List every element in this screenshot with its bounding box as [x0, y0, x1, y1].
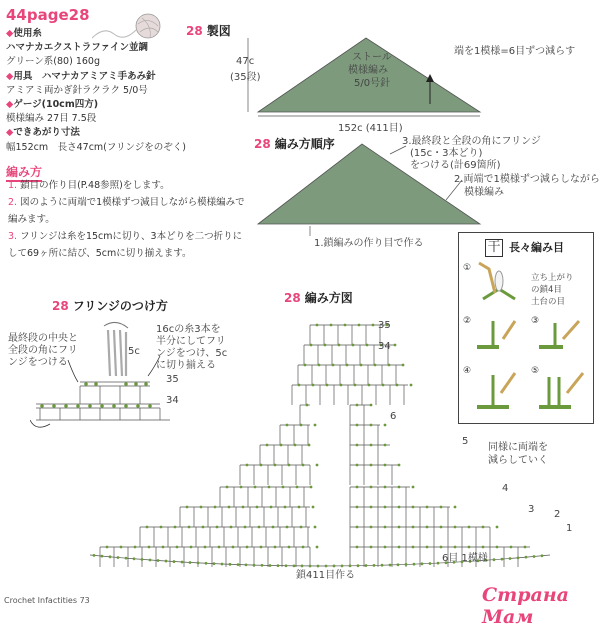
chart-chain-dot: [282, 486, 285, 489]
chart-chain-dot: [232, 546, 235, 549]
chart-chain-dot: [372, 324, 375, 327]
chart-chain-dot: [326, 384, 329, 387]
diagram2-note3b: (15c・3本どり): [410, 148, 483, 159]
chart-chain-dot: [197, 562, 200, 565]
chart-chain-dot: [117, 556, 120, 559]
chart-chain-dot: [162, 546, 165, 549]
chart-row-label-34: 34: [378, 341, 391, 352]
chart-chain-dot: [398, 464, 401, 467]
chart-chain-dot: [200, 506, 203, 509]
chart-chain-dot: [468, 546, 471, 549]
svg-text:⑤: ⑤: [531, 366, 540, 376]
chart-row-label-2: 2: [554, 509, 561, 520]
chart-chain-dot: [524, 546, 527, 549]
chart-chain-dot: [286, 526, 289, 529]
chart-chain-dot: [228, 506, 231, 509]
svg-text:②: ②: [463, 316, 472, 326]
chart-chain-dot: [533, 555, 536, 558]
chart-note-5a: 同様に両端を: [488, 442, 548, 453]
chart-chain-dot: [388, 364, 391, 367]
chart-chain-dot: [296, 486, 299, 489]
chart-chain-dot: [288, 464, 291, 467]
chart-chain-dot: [160, 526, 163, 529]
chart-chain-dot: [134, 546, 137, 549]
long-stitch-step-1: ①: [463, 263, 472, 273]
chart-repeat-label: 6目 1模様: [442, 553, 488, 564]
chart-chain-dot: [402, 364, 405, 367]
chart-chain-dot: [384, 486, 387, 489]
diagram1-title: 28 製図: [186, 24, 231, 38]
instruction-step: 2. 図のように両端で1模様ずつ減目しながら模様編みで編みます。: [8, 197, 245, 225]
chart-chain-dot: [358, 324, 361, 327]
long-stitch-symbol-icon: 干: [485, 239, 503, 257]
chart-chain-dot: [509, 557, 512, 560]
chart-chain-dot: [384, 444, 387, 447]
long-stitch-title: 長々編み目: [509, 241, 564, 254]
chart-chain-dot: [370, 526, 373, 529]
chart-chain-dot: [324, 344, 327, 347]
chart-chain-dot: [412, 506, 415, 509]
chart-chain-dot: [398, 486, 401, 489]
chart-chain-dot: [525, 556, 528, 559]
chart-chain-dot: [277, 564, 280, 567]
fringe-title: 28 フリンジのつけ方: [52, 299, 168, 313]
chart-chain-dot: [440, 526, 443, 529]
chart-chain-dot: [394, 344, 397, 347]
chart-chain-dot: [381, 564, 384, 567]
chart-chain-dot: [221, 563, 224, 566]
chart-chain-dot: [148, 546, 151, 549]
chart-chain-dot: [186, 506, 189, 509]
chart-chain-dot: [298, 506, 301, 509]
chart-chain-dot: [157, 559, 160, 562]
chart-chain-dot: [501, 558, 504, 561]
long-stitch-label-b: の鎖4目: [531, 285, 562, 295]
chart-chain-dot: [356, 506, 359, 509]
chart-chain-dot: [397, 563, 400, 566]
chart-chain-dot: [330, 324, 333, 327]
chart-chain-dot: [356, 486, 359, 489]
chart-chain-dot: [412, 526, 415, 529]
chart-chain-dot: [306, 404, 309, 407]
chart-chain-dot: [454, 526, 457, 529]
chart-chain-dot: [356, 526, 359, 529]
chart-chain-dot: [384, 526, 387, 529]
chart-chain-dot: [237, 563, 240, 566]
chart-chain-dot: [510, 546, 513, 549]
svg-text:③: ③: [531, 316, 540, 326]
chart-chain-dot: [496, 526, 499, 529]
chart-chain-dot: [356, 546, 359, 549]
site-watermark-logo: Страна Мам: [482, 584, 569, 628]
chart-row-label-5: 5: [462, 436, 469, 447]
materials-item: 幅152cm 長さ47cm(フリンジをのぞく): [6, 141, 186, 153]
chart-chain-dot: [373, 564, 376, 567]
chart-chain-dot: [202, 526, 205, 529]
chart-chain-dot: [298, 384, 301, 387]
chart-row-label-3: 3: [528, 504, 535, 515]
chart-chain-dot: [260, 464, 263, 467]
chart-chain-dot: [370, 444, 373, 447]
chart-chain-dot: [253, 564, 256, 567]
diagram1-hook-label: 5/0号針: [354, 78, 391, 89]
chart-chain-dot: [356, 444, 359, 447]
chart-chain-dot: [356, 424, 359, 427]
chart-chain-dot: [389, 564, 392, 567]
chart-chain-dot: [268, 486, 271, 489]
chart-chain-dot: [370, 506, 373, 509]
chart-chain-dot: [312, 506, 315, 509]
chart-chain-dot: [312, 384, 315, 387]
chart-chain-dot: [106, 546, 109, 549]
chart-chain-dot: [205, 562, 208, 565]
chart-chain-dot: [426, 506, 429, 509]
chart-chain-dot: [93, 554, 96, 557]
chart-chain-dot: [370, 424, 373, 427]
instructions-list: [8, 177, 248, 262]
chart-chain-dot: [174, 526, 177, 529]
materials-item: ◆できあがり寸法: [6, 127, 80, 139]
chart-chain-dot: [314, 424, 317, 427]
chart-chain-dot: [302, 546, 305, 549]
chart-chain-dot: [429, 562, 432, 565]
chart-chain-dot: [214, 506, 217, 509]
chart-chain-dot: [286, 424, 289, 427]
chart-chain-dot: [314, 526, 317, 529]
chart-chain-dot: [398, 546, 401, 549]
diagram2-note1: 1.鎖編みの作り目で作る: [314, 238, 424, 249]
materials-item: アミアミ両かぎ針ラクラク 5/0号: [6, 84, 148, 96]
chart-chain-dot: [370, 546, 373, 549]
chart-chain-dot: [384, 464, 387, 467]
fringe-row-35: 35: [166, 374, 179, 385]
chart-chain-dot: [366, 344, 369, 347]
chart-chain-dot: [365, 564, 368, 567]
chart-chain-dot: [125, 557, 128, 560]
chart-chain-dot: [454, 506, 457, 509]
chart-chain-dot: [421, 562, 424, 565]
chart-chain-dot: [280, 444, 283, 447]
chart-chain-dot: [302, 464, 305, 467]
fringe-left-note-1: 最終段の中央と: [8, 333, 78, 344]
chart-chain-dot: [218, 546, 221, 549]
fringe-note-4: に切り揃える: [156, 360, 216, 371]
chart-title: 28 編み方図: [284, 291, 353, 305]
chart-note-5b: 減らしていく: [488, 455, 548, 466]
chart-chain-dot: [261, 564, 264, 567]
chart-chain-dot: [412, 486, 415, 489]
chart-chain-dot: [316, 546, 319, 549]
diagram1-note: 端を1模様=6目ずつ減らす: [454, 46, 576, 57]
fringe-row-34: 34: [166, 395, 179, 406]
chart-chain-dot: [188, 526, 191, 529]
chart-chain-dot: [412, 546, 415, 549]
chart-chain-dot: [426, 526, 429, 529]
page-ref: 44page28: [6, 6, 90, 24]
chart-chain-dot: [258, 526, 261, 529]
chart-row-label-35: 35: [378, 320, 391, 331]
diagram2-title: 28 編み方順序: [254, 137, 335, 151]
chart-chain-dot: [541, 554, 544, 557]
instruction-step: 1. 鎖目の作り目(P.48参照)をします。: [8, 180, 170, 191]
chart-chain-dot: [426, 546, 429, 549]
chart-chain-dot: [468, 526, 471, 529]
chart-chain-dot: [141, 558, 144, 561]
chart-chain-dot: [482, 546, 485, 549]
chart-chain-dot: [370, 464, 373, 467]
chart-chain-dot: [310, 344, 313, 347]
chart-chain-dot: [300, 424, 303, 427]
chart-chain-dot: [352, 344, 355, 347]
long-stitch-label-c: 土台の目: [531, 297, 566, 307]
chart-chain-dot: [190, 546, 193, 549]
chart-chain-dot: [368, 384, 371, 387]
chart-chain-dot: [288, 546, 291, 549]
chart-chain-dot: [165, 560, 168, 563]
chart-row-label-6: 6: [390, 411, 397, 422]
materials-item: 模様編み 27目 7.5段: [6, 113, 97, 125]
instruction-step: 3. フリンジは糸を15cmに切り、3本どりを二つ折りにして69ヶ所に結び、5cmに切り揃えます。: [8, 231, 243, 259]
chart-chain-dot: [266, 444, 269, 447]
chart-chain-dot: [316, 464, 319, 467]
fringe-left-note-2: 全段の角にフリ: [8, 345, 78, 356]
fringe-5c-label: 5c: [128, 346, 140, 357]
chart-chain-dot: [482, 526, 485, 529]
chart-chain-dot: [274, 464, 277, 467]
chart-chain-dot: [270, 506, 273, 509]
materials-item: ◆使用糸: [6, 28, 42, 39]
chart-chain-dot: [213, 562, 216, 565]
chart-chain-dot: [120, 546, 123, 549]
chart-chain-dot: [356, 464, 359, 467]
chart-chain-dot: [496, 546, 499, 549]
fringe-left-note-3: ンジをつける: [8, 357, 68, 368]
chart-chain-dot: [338, 344, 341, 347]
chart-chain-dot: [149, 559, 152, 562]
chart-chain-dot: [284, 506, 287, 509]
chart-chain-dot: [344, 324, 347, 327]
chart-chain-dot: [454, 546, 457, 549]
long-stitch-label-a: 立ち上がり: [531, 273, 574, 283]
chart-chain-dot: [109, 555, 112, 558]
materials-item: ◆用具 ハマナカアミアミ手あみ針: [6, 70, 156, 82]
diagram1-width: 152c (411目): [338, 123, 403, 134]
fringe-note-3: ンジをつけ、5c: [156, 348, 228, 359]
chart-chain-dot: [230, 526, 233, 529]
chart-chain-dot: [173, 560, 176, 563]
chart-chain-dot: [410, 384, 413, 387]
chart-base-label: 鎖411目作る: [296, 570, 356, 581]
chart-chain-dot: [294, 444, 297, 447]
chart-chain-dot: [254, 486, 257, 489]
chart-chain-dot: [229, 563, 232, 566]
chart-chain-dot: [370, 486, 373, 489]
chart-chain-dot: [226, 486, 229, 489]
chart-chain-dot: [332, 364, 335, 367]
chart-chain-dot: [437, 562, 440, 565]
chart-chain-dot: [242, 506, 245, 509]
instructions-title: 編み方: [6, 163, 42, 182]
chart-chain-dot: [146, 526, 149, 529]
chart-chain-dot: [304, 364, 307, 367]
chart-chain-dot: [240, 486, 243, 489]
chart-chain-dot: [293, 564, 296, 567]
chart-chain-dot: [269, 564, 272, 567]
chart-chain-dot: [316, 324, 319, 327]
chart-chain-dot: [357, 564, 360, 567]
chart-chain-dot: [517, 556, 520, 559]
chart-chain-dot: [133, 557, 136, 560]
materials-list: [6, 27, 186, 155]
diagram2-note2b: 模様編み: [464, 187, 504, 198]
fringe-note-1: 16cの糸3本を: [156, 324, 221, 335]
chart-chain-dot: [244, 526, 247, 529]
chart-chain-dot: [245, 563, 248, 566]
chart-chain-dot: [260, 546, 263, 549]
chart-chain-dot: [398, 506, 401, 509]
chart-row-label-1: 1: [566, 523, 573, 534]
chart-chain-dot: [384, 546, 387, 549]
chart-chain-dot: [340, 384, 343, 387]
materials-item: ハマナカエクストラファイン並調: [6, 42, 149, 54]
diagram1-pattern-label: 模様編み: [348, 65, 388, 76]
chart-chain-dot: [360, 364, 363, 367]
chart-chain-dot: [181, 561, 184, 564]
fringe-note-2: 半分にしてフリ: [156, 336, 226, 347]
chart-chain-dot: [384, 506, 387, 509]
materials-item: ◆ゲージ(10cm四方): [6, 99, 99, 111]
chart-chain-dot: [318, 364, 321, 367]
footer-credit: Crochet Infactities 73: [4, 596, 90, 605]
chart-chain-dot: [246, 464, 249, 467]
chart-chain-dot: [374, 364, 377, 367]
chart-chain-dot: [101, 555, 104, 558]
chart-row-label-4: 4: [502, 483, 509, 494]
chart-chain-dot: [256, 506, 259, 509]
svg-text:④: ④: [463, 366, 472, 376]
chart-chain-dot: [413, 563, 416, 566]
chart-chain-dot: [396, 384, 399, 387]
chart-chain-dot: [274, 546, 277, 549]
chart-chain-dot: [440, 546, 443, 549]
chart-chain-dot: [405, 563, 408, 566]
diagram1-stole-label: ストール: [352, 52, 392, 63]
chart-chain-dot: [493, 558, 496, 561]
chart-chain-dot: [384, 424, 387, 427]
chart-chain-dot: [308, 444, 311, 447]
chart-chain-dot: [176, 546, 179, 549]
diagram2-note3c: をつける(計69箇所): [410, 160, 501, 171]
chart-chain-dot: [354, 384, 357, 387]
materials-item: グリーン系(80) 160g: [6, 56, 100, 68]
diagram1-height: 47c: [236, 56, 255, 67]
chart-chain-dot: [272, 526, 275, 529]
chart-chain-dot: [398, 526, 401, 529]
chart-chain-dot: [246, 546, 249, 549]
diagram2-note3: 3.最終段と全段の角にフリンジ: [402, 136, 541, 147]
chart-chain-dot: [216, 526, 219, 529]
chart-chain-dot: [440, 506, 443, 509]
diagram2-note2: 2.両端で1模様ずつ減らしながら: [454, 174, 600, 185]
chart-chain-dot: [189, 561, 192, 564]
chart-chain-dot: [285, 564, 288, 567]
chart-chain-dot: [382, 384, 385, 387]
chart-chain-dot: [356, 404, 359, 407]
chart-chain-dot: [346, 364, 349, 367]
chart-chain-dot: [370, 404, 373, 407]
chart-chain-dot: [204, 546, 207, 549]
chart-chain-dot: [310, 486, 313, 489]
diagram1-height-rows: (35段): [230, 72, 261, 83]
chart-chain-dot: [300, 526, 303, 529]
